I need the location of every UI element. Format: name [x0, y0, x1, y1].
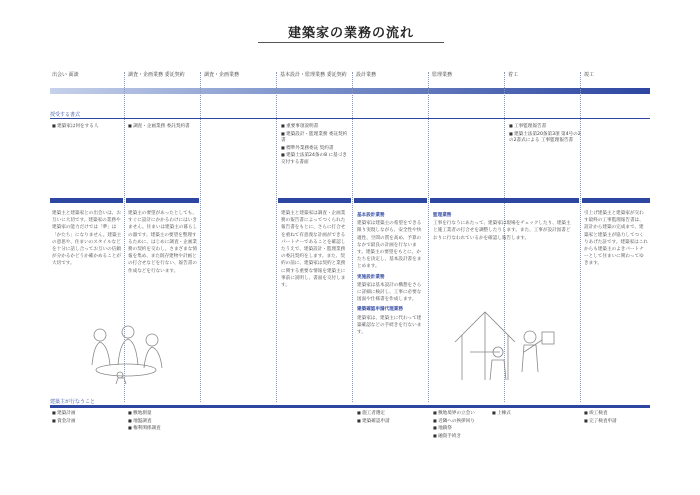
- list-item: ■ 竣工検査: [584, 410, 617, 418]
- phase-bar: [126, 198, 199, 203]
- list-item: ■ 敷地境界の立会い: [433, 410, 475, 418]
- doc-list-1: [52, 123, 98, 131]
- family-meeting-illustration: [80, 320, 170, 385]
- subheading: 基本設計業務: [357, 213, 385, 218]
- list-item: ■ 近隣への挨拶回り: [433, 418, 475, 426]
- list-item: ■ 建築家は何をする人: [52, 123, 98, 131]
- doc-list-7: [509, 123, 581, 145]
- phase-bar: [430, 198, 579, 203]
- construction-site-illustration: [450, 292, 560, 382]
- doc-list-4: [281, 123, 351, 167]
- list-item: ■ 標準外業務委託 契約書: [281, 145, 351, 153]
- subheading: 実施設計業務: [357, 274, 385, 280]
- desc-col-2: [128, 210, 198, 278]
- owner-list-6b: [492, 410, 511, 418]
- list-item: ■ 建築確認申請: [357, 418, 390, 426]
- desc-col-4: [281, 210, 349, 292]
- list-item: ■ 融資手続き: [433, 433, 475, 441]
- phase-bar: [354, 198, 427, 203]
- owner-list-5: [357, 410, 390, 425]
- owner-list-6: [433, 410, 475, 440]
- description: 工事を行なうにあたって、建築家は現場をチェックしたり、建築主と施工業者の打合せを調整したりします。また、工事が設計図書どおりに行なわれているかを確認し報告します。: [433, 221, 571, 241]
- list-item: ■ 建築士法第24条の8 に基づき交付する書面: [281, 152, 351, 166]
- description: 建築主の要望があったとしても、すぐに設計にかかるわけにはいきません。住まいは建築主の暮らしの器です。建築主の要望を整理するために、はじめに調査・企画業務の契約を交わし、さまざまな情報を集め、また既存建物や計画との打合せなどを行ない、報告書の作成などを行ないます。: [128, 211, 198, 274]
- list-item: ■ 資金計画: [52, 418, 75, 426]
- list-item: ■ 建築設計・監理業務 委託契約書: [281, 131, 351, 145]
- owner-list-8: [584, 410, 617, 425]
- owner-list-2: [128, 410, 161, 433]
- desc-col-6: [433, 210, 575, 245]
- phase-bar: [278, 198, 351, 203]
- timeline-band: [50, 88, 650, 94]
- divider: [428, 72, 429, 402]
- list-item: ■ 完了検査申請: [584, 418, 617, 426]
- phase-bar: [50, 198, 123, 203]
- desc-col-8: [584, 210, 648, 271]
- divider: [580, 72, 581, 402]
- divider: [352, 72, 353, 402]
- list-item: ■ 上棟式: [492, 410, 511, 418]
- divider: [200, 72, 201, 402]
- stage-5: 設計業務: [356, 72, 377, 78]
- owner-list-1: [52, 410, 75, 425]
- docs-section-line: [50, 118, 650, 119]
- list-item: ■ 地盤調査: [128, 418, 161, 426]
- divider: [276, 72, 277, 402]
- list-item: ■ 工事監理報告書: [509, 123, 581, 131]
- desc-col-5: [357, 210, 425, 339]
- owner-section-bar: [50, 405, 650, 408]
- stage-8: 竣工: [584, 72, 595, 78]
- list-item: ■ 施工者選定: [357, 410, 390, 418]
- description: 建築家は、建築主に代わって建築確認などの手続きを行ないます。: [357, 315, 422, 336]
- list-item: ■ 重要事項説明書: [281, 123, 351, 131]
- stage-6: 監理業務: [432, 72, 453, 78]
- subheading: 建築確認申請代理業務: [357, 307, 403, 313]
- phase-bar: [582, 198, 650, 203]
- description: 引上げ建築主と建築家が交わす最終の工事監理報告書は、設計から建築の完成まで、建築家と建築主が協力してつくりあげた証です。建築家はこれからも建築主のよきパートナーとして住まいに関わってゆきます。: [584, 211, 648, 267]
- desc-col-1: [52, 210, 122, 271]
- list-item: ■ 調査・企画業務 委託契約書: [128, 123, 198, 131]
- list-item: ■ 敷地測量: [128, 410, 161, 418]
- list-item: ■ 建築計画: [52, 410, 75, 418]
- docs-section-label: 授受する書式: [50, 112, 81, 118]
- page-title: 建築家の業務の流れ: [287, 26, 414, 41]
- description: 建築主と建築家は調査・企画業務の報告書によってつくられた報告書をもとに、さらに打合せを重ねて有意義な計画ができるパートナーであることを確認したうえで、建築設計・監理業務の委託契約をします。また、契約の前に、建築家は契約と業務に関する重要な情報を建築主に事前に説明し、書面を交付します。: [281, 211, 346, 289]
- list-item: ■ 権利関係調査: [128, 425, 161, 433]
- description: 建築家は基本設計の構想をさらに詳細に検討し、工事に必要な図面や仕様書を作成します。: [357, 282, 422, 303]
- stage-3: 調査・企画業務: [204, 72, 240, 78]
- owner-section-label: 建築主が行なうこと: [50, 399, 96, 405]
- stage-2: 調査・企画業務 委託契約: [128, 72, 185, 78]
- list-item: ■ 建築士法第20条第3項 第4号の2の2書式による 工事監理報告書: [509, 131, 581, 145]
- stage-7: 着工: [508, 72, 519, 78]
- stage-1: 出会い 面談: [52, 72, 79, 78]
- list-item: ■ 地鎮祭: [433, 425, 475, 433]
- title-underline: [258, 42, 444, 43]
- stage-4: 基本設計・監理業務 委託契約: [280, 72, 347, 78]
- doc-list-2: [128, 123, 198, 131]
- description: 建築家は建築主の希望をできる限り実現しながら、安全性や快適性、空間の質を高め、予算のなかで最良の計画を行ないます。建築主の要望をもとに、かたちを決定し、基本設計書をまとめます。: [357, 221, 422, 270]
- subheading: 監理業務: [433, 213, 452, 218]
- description: 建築主と建築家との出会いは、お互いに大切です。建築家の業務や建築家の能力だけでは「夢」は「かたち」になりません。建築主の意思や、住まいのスタイルなどを十分に話し合ってお互いの信頼が分かるかどうか確かめることが大切です。: [52, 211, 122, 267]
